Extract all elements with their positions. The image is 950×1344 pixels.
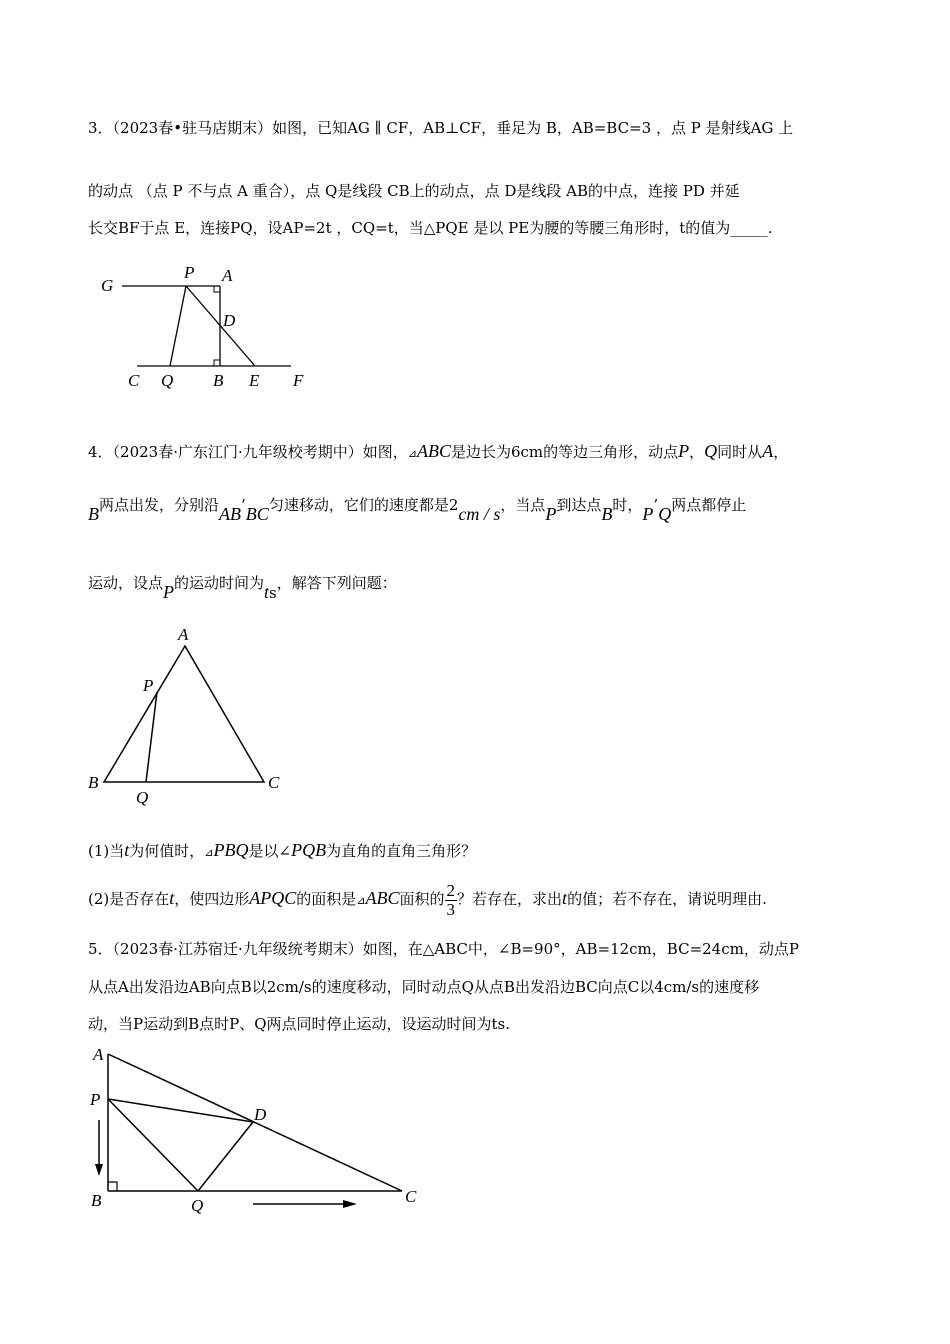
q5-label-c: C bbox=[405, 1187, 417, 1206]
q5-figure bbox=[85, 1040, 435, 1220]
q3-right-angle-b bbox=[214, 360, 220, 366]
q5-segment-pd bbox=[108, 1099, 253, 1122]
q3-label-e: E bbox=[249, 371, 260, 390]
q5-label-q: Q bbox=[191, 1196, 204, 1215]
q5-line-2: 从点A出发沿边AB向点B以2cm/s的速度移动，同时动点Q从点B出发沿边BC向点C以4cm/s的速度移 bbox=[88, 978, 760, 996]
q3-label-b: B bbox=[213, 371, 224, 390]
fraction-two-thirds: $\frac{2}{3}$ bbox=[446, 880, 456, 919]
q4-label-p: P bbox=[143, 676, 154, 695]
q4-label-b: B bbox=[88, 773, 99, 792]
q5-line-3: 动，当P运动到B点时P、Q两点同时停止运动，设运动时间为ts. bbox=[88, 1015, 511, 1033]
q5-right-angle-b bbox=[108, 1182, 117, 1191]
q3-label-a: A bbox=[222, 266, 233, 285]
q4-figure bbox=[85, 622, 295, 812]
q5-arrow-right-head bbox=[343, 1200, 357, 1208]
q3-label-g: G bbox=[101, 276, 114, 295]
q3-label-c: C bbox=[128, 371, 140, 390]
q4-line-3: 运动，设点P的运动时间为ts，解答下列问题： bbox=[88, 574, 397, 602]
q3-figure bbox=[95, 262, 315, 392]
q3-label-f: F bbox=[293, 371, 304, 390]
q4-label-a: A bbox=[178, 625, 189, 644]
q4-segment-pq bbox=[146, 692, 157, 782]
q5-label-b: B bbox=[91, 1191, 102, 1210]
q3-segment-pq bbox=[170, 286, 186, 366]
q3-label-d: D bbox=[223, 311, 236, 330]
q5-label-a: A bbox=[93, 1045, 104, 1064]
q3-label-p: P bbox=[184, 263, 195, 282]
q3-line-2: 的动点 （点 P 不与点 A 重合），点 Q是线段 CB上的动点，点 D是线段 AB的中点，连接 PD 并延 bbox=[88, 182, 740, 200]
q5-label-p: P bbox=[90, 1090, 101, 1109]
q4-triangle-abc bbox=[104, 646, 264, 782]
q4-line-2: B两点出发，分别沿AB’BC匀速移动，它们的速度都是2cm / s，当点P到达点B时，P’Q两点都停止 bbox=[88, 496, 747, 524]
q5-line-1: 5．（2023春·江苏宿迁·九年级统考期末）如图，在△ABC中，∠B=90°，AB=12cm，BC=24cm，动点P bbox=[88, 940, 799, 958]
q3-right-angle-a bbox=[214, 286, 220, 292]
q5-segment-pq bbox=[108, 1099, 198, 1191]
q4-sub-question-1: (1)当t为何值时，⊿PBQ是以∠PQB为直角的直角三角形？ bbox=[88, 840, 477, 860]
q5-label-d: D bbox=[254, 1105, 267, 1124]
q4-label-c: C bbox=[268, 773, 280, 792]
q4-label-q: Q bbox=[136, 788, 149, 807]
q4-sub-question-2: (2)是否存在t，使四边形APQC的面积是⊿ABC面积的 $\frac{2}{3}$ ？若存在，求出t的值；若不存在，请说明理由. bbox=[88, 880, 767, 919]
q5-arrow-down-head bbox=[95, 1164, 103, 1176]
q3-label-q: Q bbox=[161, 371, 174, 390]
q3-line-1: 3．（2023春•驻马店期末）如图，已知AG ∥ CF，AB⊥CF，垂足为 B，AB=BC=3 ，点 P 是射线AG 上 bbox=[88, 119, 794, 137]
q5-segment-qd bbox=[198, 1122, 253, 1191]
q4-line-1: 4．（2023春·广东江门·九年级校考期中）如图，⊿ABC是边长为6cm的等边三角形，动点P，Q同时从A， bbox=[88, 441, 789, 461]
q3-line-3: 长交BF于点 E，连接PQ，设AP=2t ，CQ=t，当△PQE 是以 PE为腰的等腰三角形时，t的值为_____. bbox=[88, 219, 773, 237]
